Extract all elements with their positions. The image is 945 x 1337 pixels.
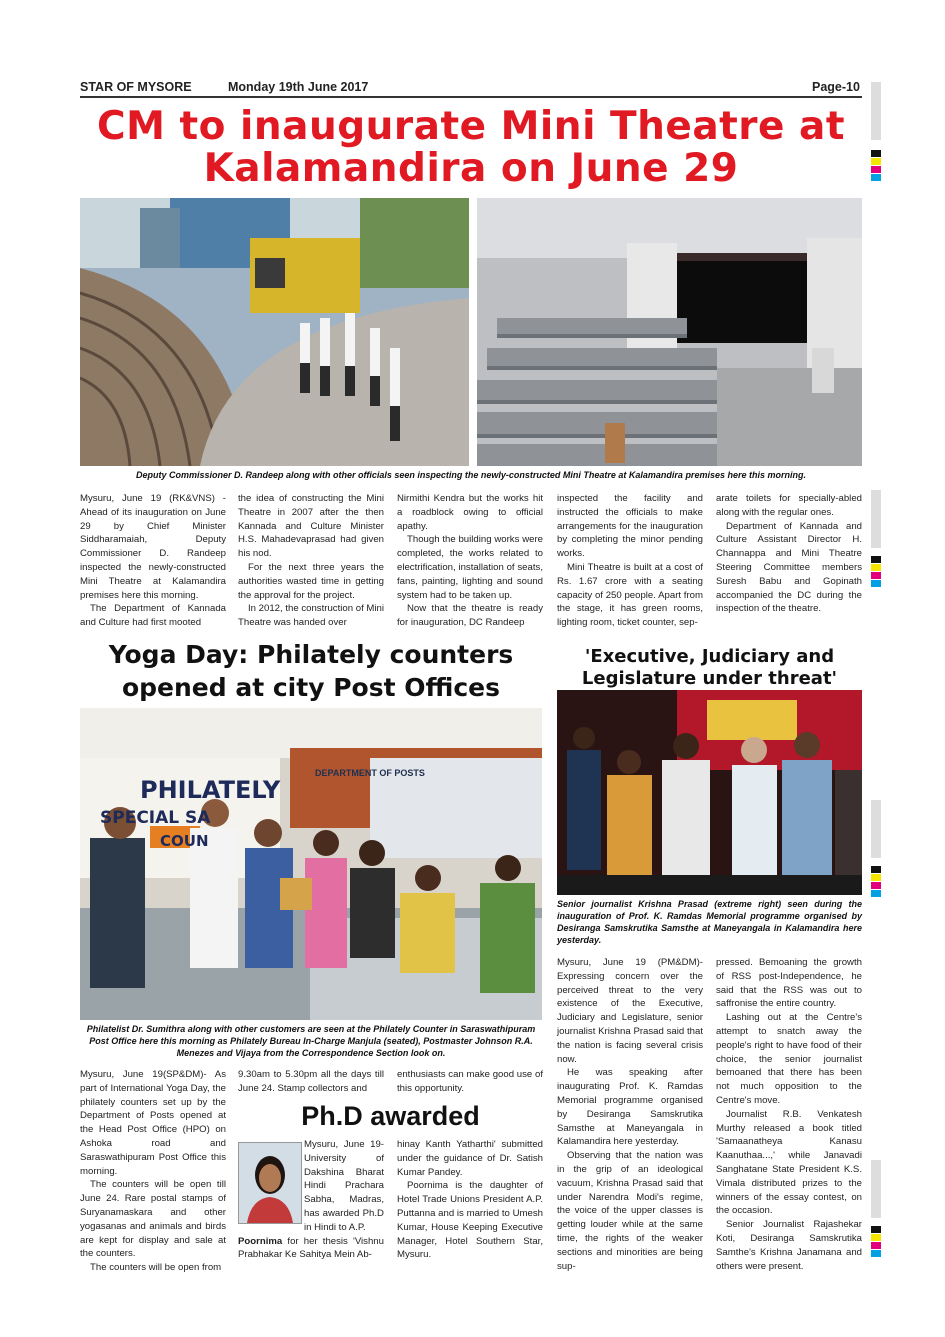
- registration-bar-1: [871, 82, 881, 140]
- story1-headline: [80, 106, 862, 190]
- story1-column-4: [557, 492, 703, 630]
- story1-column-3: [397, 492, 543, 630]
- story3-headline: Ph.D awarded: [301, 1101, 480, 1131]
- story3-column-2: [397, 1138, 543, 1262]
- story4-column-1: [557, 956, 703, 1273]
- story3-col2-para2: Poornima is the daughter of Hotel Trade Unions President A.P. Puttanna and is married to Umesh Kumar, House Keeping Executive Manager, Hotel Southern Star, Mysuru.: [397, 1180, 543, 1261]
- story1-col2-para2: For the next three years the authorities wasted time in getting the approval for the project.: [238, 561, 384, 601]
- story1-column-5: [716, 492, 862, 616]
- color-chip-black-3: [871, 866, 881, 873]
- color-chip-cyan-3: [871, 890, 881, 897]
- story4-col1-para3: Observing that the nation was in the grip of an ideological vacuum, Krishna Prasad said that under Narendra Modi's regime, the voice of the upper classes is getting louder while at the same time, the rights of the weaker sections and minorities are being sup-: [557, 1150, 703, 1272]
- amphitheatre-photo: [80, 198, 469, 466]
- story4-col2-para4: Senior Journalist Rajashekar Koti, Desiranga Samskrutika Samthe's Krishna Janamana and others were present.: [716, 1219, 862, 1272]
- story2-headline-line2: opened at city Post Offices: [121, 673, 501, 702]
- story2-col2-para1: 9.30am to 5.30pm all the days till June 24. Stamp collectors and: [238, 1069, 384, 1094]
- story1-col5-para1: arate toilets for specially-abled along with the regular ones.: [716, 493, 862, 518]
- story4-headline: [557, 646, 862, 690]
- color-chip-black: [871, 150, 881, 157]
- registration-bar-4: [871, 1160, 881, 1218]
- story1-caption: Deputy Commissioner D. Randeep along with other officials seen inspecting the newly-constructed Mini Theatre at Kalamandira premises here this morning.: [136, 470, 806, 480]
- color-chip-magenta-2: [871, 572, 881, 579]
- color-chip-cyan-2: [871, 580, 881, 587]
- story1-col1-para2: The Department of Kannada and Culture had first mooted: [80, 603, 226, 629]
- story3-col1-top: Mysuru, June 19- University of Dakshina Bharat Hindi Prachara Sabha, Madras, has awarded Ph.D in Hindi to A.P.: [304, 1139, 384, 1233]
- photo-sign-dept: DEPARTMENT OF POSTS: [315, 768, 425, 778]
- story4-col2-para2: Lashing out at the Centre's attempt to snatch away the people's right to have food of their choice, the senior journalist bemoaned that there has been not much opposition to the Centre's move.: [716, 1012, 862, 1106]
- story1-column-1: [80, 492, 226, 630]
- ramdas-memorial-photo: [557, 690, 862, 895]
- story1-col4-para1: inspected the facility and instructed the officials to make arrangements for the inauguration by completing the minor pending works.: [557, 493, 703, 560]
- story2-headline: [80, 638, 542, 704]
- story4-col2-para1: pressed. Bemoaning the growth of RSS post-Independence, he said that the RSS was out to saffronise the entire country.: [716, 957, 862, 1010]
- story1-col1-para1: Mysuru, June 19 (RK&VNS) - Ahead of its inauguration on June 29 by Chief Minister Siddharamaiah, Deputy Commissioner D. Randeep inspected the newly-constructed Mini Theatre at Kalamandira premises here this morning.: [80, 493, 226, 601]
- story1-col4-para2: Mini Theatre is built at a cost of Rs. 1.67 crore with a seating capacity of 250 people. Apart from the stage, it has green rooms, lighting room, ticket counter, sep-: [557, 561, 703, 629]
- story2-caption: Philatelist Dr. Sumithra along with other customers are seen at the Philately Counter in Saraswathipuram Post Office here this morning as Philately Bureau In-Charge Manjula (seated), Postmaster Johnson R.A. Menezes and Vijaya from the Correspondence Section look on.: [86, 1024, 536, 1058]
- color-chip-yellow-2: [871, 564, 881, 571]
- color-chip-black-4: [871, 1226, 881, 1233]
- story4-col1-para2: He was speaking after inaugurating Prof. K. Ramdas Memorial programme organised by Desiranga Samskrutika Samsthe at Maneyangala in Kalamandira here yesterday.: [557, 1067, 703, 1148]
- issue-date: Monday 19th June 2017: [228, 80, 369, 94]
- philately-counter-photo: [80, 708, 542, 1020]
- story4-col2-para3: Journalist R.B. Venkatesh Murthy released a book titled 'Samaanatheya Kanasu Kaanuthaa...,' while Janavadi Sanghatane State President K.S. Vimala distributed prizes to the winners of the essay contest, on the occasion.: [716, 1108, 862, 1217]
- registration-bar-3: [871, 800, 881, 858]
- story2-column-1: [80, 1068, 226, 1275]
- story1-col2-para1: the idea of constructing the Mini Theatre in 2007 after the then Kannada and Culture Minister H.S. Mahadevaprasad had given his nod.: [238, 493, 384, 560]
- story1-col3-para3: Now that the theatre is ready for inauguration, DC Randeep: [397, 603, 543, 629]
- color-chip-yellow-3: [871, 874, 881, 881]
- story2-headline-line1: Yoga Day: Philately counters: [108, 640, 514, 669]
- story1-headline-line2: Kalamandira on June 29: [203, 146, 739, 191]
- story3-col2-para1: hinay Kanth Yatharthi' submitted under the guidance of Dr. Satish Kumar Pandey.: [397, 1139, 543, 1178]
- masthead-name: STAR OF MYSORE: [80, 80, 192, 94]
- color-chip-magenta-4: [871, 1242, 881, 1249]
- color-chip-magenta: [871, 166, 881, 173]
- story4-caption: Senior journalist Krishna Prasad (extreme right) seen during the inauguration of Prof. K. Ramdas Memorial programme organised by Desiranga Samskrutika Samsthe at Maneyangala in Kalamandira here yesterday.: [557, 899, 862, 945]
- story4-headline-line1: 'Executive, Judiciary and: [584, 646, 835, 667]
- color-chip-black-2: [871, 556, 881, 563]
- story3-name: Poornima: [238, 1235, 283, 1247]
- story4-column-2: [716, 956, 862, 1273]
- color-chip-yellow-4: [871, 1234, 881, 1241]
- story2-column-3: [397, 1068, 543, 1096]
- story1-col3-para1: Nirmithi Kendra but the works hit a roadblock owing to official apathy.: [397, 493, 543, 532]
- story4-col1-para1: Mysuru, June 19 (PM&DM)- Expressing concern over the perceived threat to the very existence of the Executive, Judiciary and Legislature, senior journalist Krishna Prasad said that the nation is facing several crisis now.: [557, 957, 703, 1065]
- story2-col1-para2: The counters will be open till June 24. Rare postal stamps of Suryanamaskara and other yogasanas and animals and birds are kept for display and sale at the counters.: [80, 1179, 226, 1260]
- story4-headline-line2: Legislature under threat': [581, 668, 838, 689]
- story1-col2-para3: In 2012, the construction of Mini Theatre was handed over: [238, 603, 384, 629]
- story1-col5-para2: Department of Kannada and Culture Assistant Director H. Channappa and Mini Theatre Steering Committee members Suresh Babu and Gopinath accompanied the DC during the inspection of the theatre.: [716, 520, 862, 615]
- story2-col3-para1: enthusiasts can make good use of this opportunity.: [397, 1069, 543, 1094]
- story1-column-2: [238, 492, 384, 630]
- mini-theatre-photo: [477, 198, 862, 466]
- registration-bar-2: [871, 490, 881, 548]
- story1-col3-para2: Though the building works were completed, the works related to electrification, installation of seats, fans, painting, lighting and sound system had to be taken up.: [397, 534, 543, 601]
- color-chip-yellow: [871, 158, 881, 165]
- page-number: Page-10: [812, 80, 860, 94]
- story2-column-2: [238, 1068, 384, 1096]
- story3-column-1: [238, 1138, 384, 1262]
- story2-col1-para1: Mysuru, June 19(SP&DM)- As part of International Yoga Day, the philately counters set up by the Department of Posts opened at the Head Post Office (HPO) on Ashoka road and Saraswathipuram Post Office this morning.: [80, 1069, 226, 1177]
- color-chip-cyan-4: [871, 1250, 881, 1257]
- story1-headline-line1: CM to inaugurate Mini Theatre at: [96, 104, 846, 149]
- story2-col1-para3: The counters will be open from: [90, 1262, 222, 1274]
- photo-sign-philately: PHILATELY: [140, 776, 281, 804]
- header-rule: [80, 96, 862, 98]
- story3-col1-rest: for her thesis 'Vishnu Prabhakar Ke Sahitya Mein Ab-: [238, 1235, 384, 1261]
- photo-sign-counter: COUN: [160, 832, 209, 850]
- color-chip-magenta-3: [871, 882, 881, 889]
- color-chip-cyan: [871, 174, 881, 181]
- photo-sign-special: SPECIAL SA: [100, 808, 211, 828]
